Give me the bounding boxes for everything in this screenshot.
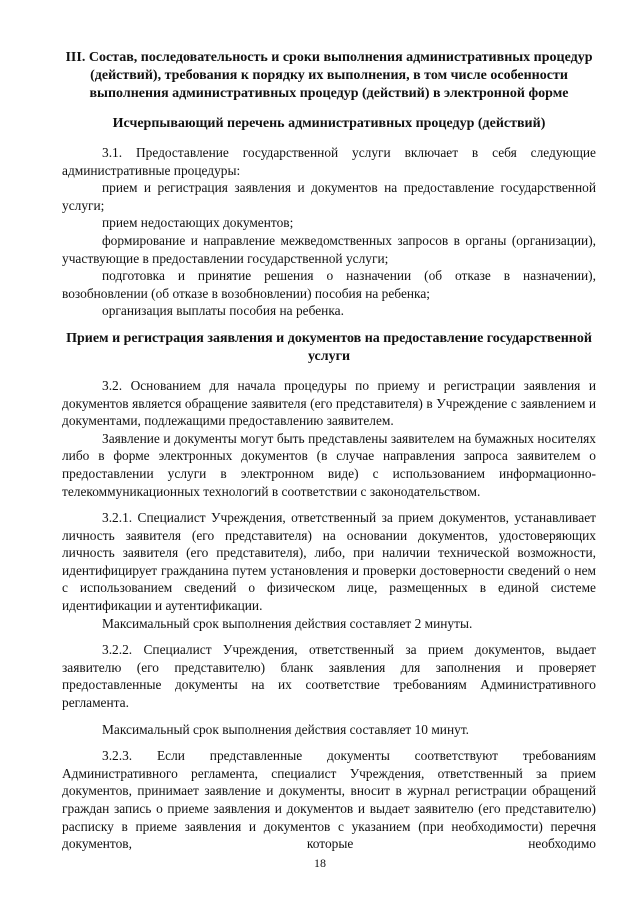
page-number: 18	[314, 856, 326, 870]
paragraph-3-2-2: 3.2.2. Специалист Учреждения, ответственный за прием документов, выдает заявителю (его представителю) бланк заявления для заполнения и проверяет предоставленные документы на их соответствие требованиям Административного регламента.	[62, 642, 596, 711]
list-item-interagency-requests: формирование и направление межведомственных запросов в органы (организации), участвующие в предоставлении государственной услуги;	[62, 232, 596, 266]
list-item-payment: организация выплаты пособия на ребенка.	[102, 303, 344, 319]
section-heading: III. Состав, последовательность и сроки выполнения административных процедур (действий), требования к порядку их выполнения, в том числе особенности выполнения административных процедур (действий) в электронной форме	[65, 50, 593, 101]
page-content	[62, 49, 596, 853]
paragraph-3-1: 3.1. Предоставление государственной услуги включает в себя следующие административные процедуры:	[62, 145, 596, 178]
paragraph-3-2-1: 3.2.1. Специалист Учреждения, ответственный за прием документов, устанавливает личность заявителя (его представителя) на основании документов, удостоверяющих личность заявителя (его представителя), либо, при наличии технической возможности, идентифицирует гражданина путем установления и проверки достоверности сведений о нем с использованием сведений о физическом лице, размещенных в единой системе идентификации и аутентификации.	[62, 510, 596, 614]
list-item-missing-documents: прием недостающих документов;	[102, 215, 294, 231]
list-item-decision: подготовка и принятие решения о назначении (об отказе в назначении), возобновлении (об отказе в возобновлении) пособия на ребенка;	[62, 268, 596, 301]
deadline-10-minutes: Максимальный срок выполнения действия составляет 10 минут.	[102, 721, 470, 737]
list-item-reception: прием и регистрация заявления и документов на предоставление государственной услуги;	[62, 180, 596, 213]
deadline-2-minutes: Максимальный срок выполнения действия составляет 2 минуты.	[102, 615, 473, 631]
subheading-reception: Прием и регистрация заявления и документов на предоставление государственной услуги	[66, 330, 592, 364]
paragraph-3-2: 3.2. Основанием для начала процедуры по приему и регистрации заявления и документов является обращение заявителя (его представителя) в Учреждение с заявлением и документами, подлежащими предоставлению заявителем.	[62, 377, 596, 429]
paragraph-3-2-3: 3.2.3. Если представленные документы соответствуют требованиям Административного регламента, специалист Учреждения, ответственный за прием документов, принимает заявление и документы, вносит в журнал регистрации обращений граждан запись о приеме заявления и документов и выдает заявителю (его представителю) расписку в приеме заявления и документов с указанием (при необходимости) перечня документов, которые необходимо	[62, 748, 596, 852]
subheading-procedures-list: Исчерпывающий перечень административных процедур (действий)	[112, 116, 546, 131]
paragraph-submission-forms: Заявление и документы могут быть представлены заявителем на бумажных носителях либо в форме электронных документов (в случае направления запроса заявителем о предоставлении услуги в электронном виде) с использованием информационно-телекоммуникационных технологий в соответствии с законодательством.	[62, 430, 596, 499]
